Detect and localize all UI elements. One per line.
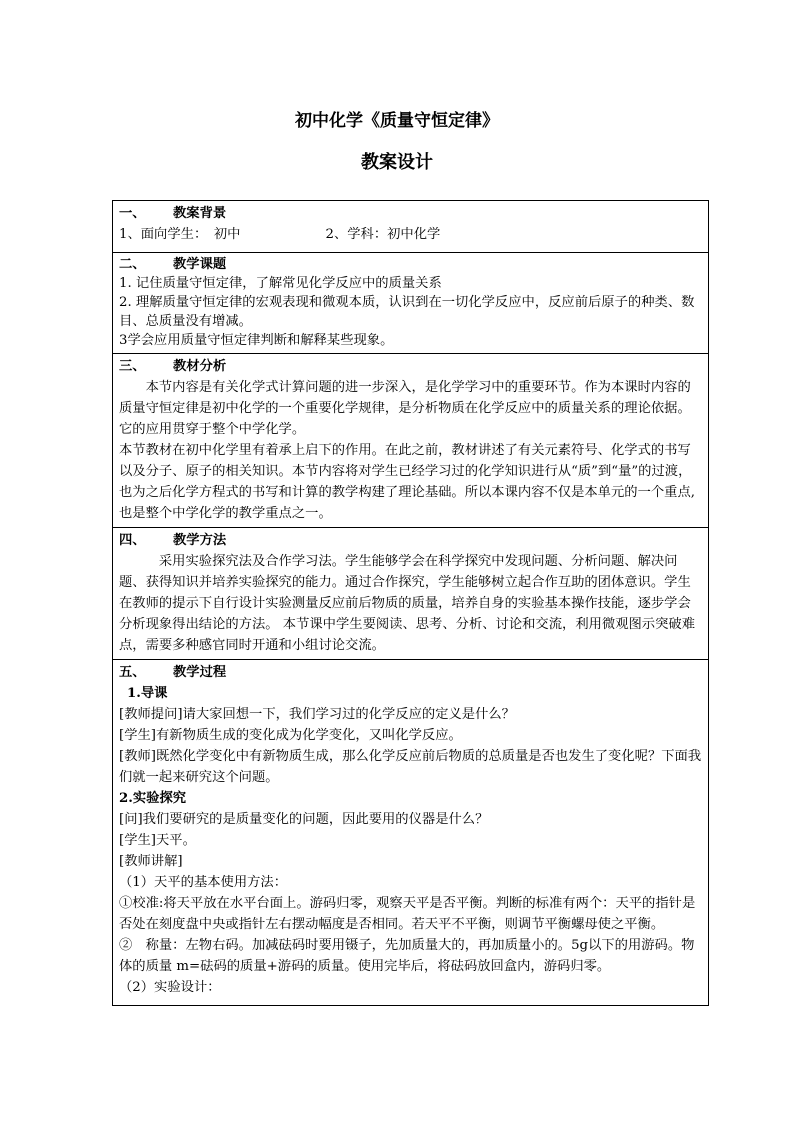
dialogue-line: [教师讲解] [119,854,183,869]
dialogue-line: [问]我们要研究的是质量变化的问题，因此要用的仪器是什么？ [119,812,489,827]
section-method [113,528,709,660]
lesson-plan-table [112,200,709,1006]
sub-heading: （1）天平的基本使用方法： [119,875,288,890]
paragraph: 2. 理解质量守恒定律的宏观表现和微观本质，认识到在一切化学反应中，反应前后原子的种类、数目、总质量没有增减。 [119,295,695,329]
step-heading: 2.实验探究 [119,791,187,806]
section-heading: 三、 教材分析 [119,359,227,374]
section-background [113,201,709,253]
paragraph: ② 称量：左物右码。加减砝码时要用镊子，先加质量大的，再加质量小的。5g以下的用游码。物体的质量 m=砝码的质量+游码的质量。使用完毕后，将砝码放回盒内，游码归零。 [119,938,695,974]
step-heading: 1.导课 [127,686,168,701]
dialogue-line: [教师]既然化学变化中有新物质生成，那么化学反应前后物质的总质量是否也发生了变化呢？下面我们就一起来研究这个问题。 [119,749,702,785]
target-students: 1、面向学生： 初中 [119,227,241,242]
section-heading: 二、 教学课题 [119,257,227,272]
sub-heading: （2）实验设计： [119,980,221,995]
section-heading: 一、 教案背景 [119,206,227,221]
document-subtitle: 教案设计 [361,152,433,173]
dialogue-line: [学生]天平。 [119,833,196,848]
section-heading: 四、 教学方法 [119,533,227,548]
paragraph: 1. 记住质量守恒定律，了解常见化学反应中的质量关系 [119,276,442,291]
section-topic [113,253,709,354]
paragraph: 3学会应用质量守恒定律判断和解释某些现象。 [119,333,394,348]
paragraph: 本节教材在初中化学里有着承上启下的作用。在此之前，教材讲述了有关元素符号、化学式的书写以及分子、原子的相关知识。本节内容将对学生已经学习过的化学知识进行从“质”到“量”的过渡，也为之后化学方程式的书写和计算的教学构建了理论基础。所以本课内容不仅是本单元的一个重点,也是整个中学化学的教学重点之一。 [119,443,695,521]
section-process [113,660,709,1006]
section-analysis [113,354,709,528]
section-heading: 五、 教学过程 [119,665,227,680]
paragraph: 采用实验探究法及合作学习法。学生能够学会在科学探究中发现问题、分析问题、解决问题、获得知识并培养实验探究的能力。通过合作探究，学生能够树立起合作互助的团体意识。学生在教师的提示下自行设计实验测量反应前后物质的质量，培养自身的实验基本操作技能，逐步学会分析现象得出结论的方法。 本节课中学生要阅读、思考、分析、讨论和交流，利用微观图示突破难点，需要多种感官同时开通和小组讨论交流。 [119,554,695,653]
paragraph: 本节内容是有关化学式计算问题的进一步深入，是化学学习中的重要环节。作为本课时内容的质量守恒定律是初中化学的一个重要化学规律，是分析物质在化学反应中的质量关系的理论依据。它的应用贯穿于整个中学化学。 [119,380,691,437]
subject: 2、学科：初中化学 [325,227,441,242]
dialogue-line: [学生]有新物质生成的变化成为化学变化，又叫化学反应。 [119,728,462,743]
dialogue-line: [教师提问]请大家回想一下，我们学习过的化学反应的定义是什么？ [119,707,515,722]
paragraph: ①校准:将天平放在水平台面上。游码归零，观察天平是否平衡。判断的标准有两个：天平的指针是否处在刻度盘中央或指针左右摆动幅度是否相同。若天平不平衡，则调节平衡螺母使之平衡。 [119,896,696,932]
document-title: 初中化学《质量守恒定律》 [295,111,499,131]
